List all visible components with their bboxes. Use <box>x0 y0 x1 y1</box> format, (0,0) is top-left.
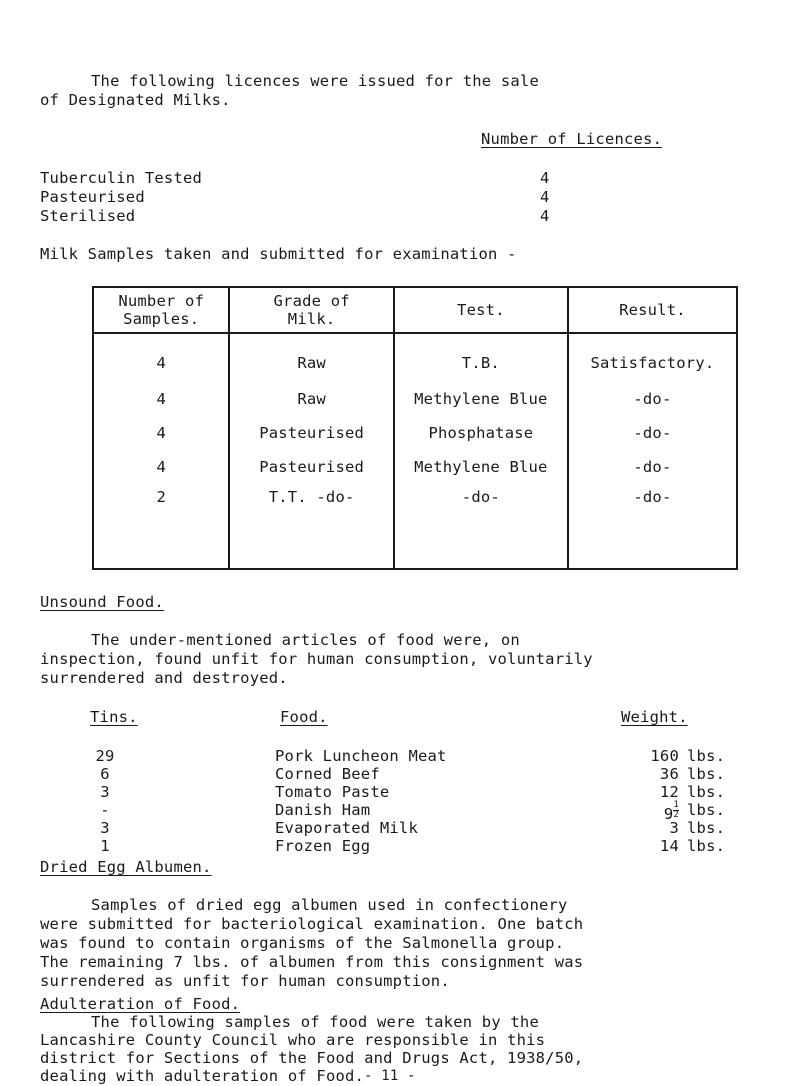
table-row <box>93 333 737 382</box>
table-row <box>93 382 737 416</box>
cell-grade: Pasteurised <box>229 416 393 450</box>
cell-grade: Raw <box>229 382 393 416</box>
header-grade-line-1: Grade of <box>273 292 350 310</box>
tins-value: 3 <box>100 819 110 837</box>
licence-label-sterilised: Sterilised <box>40 207 136 225</box>
milk-samples-table <box>92 286 738 570</box>
dried-egg-heading: Dried Egg Albumen. <box>40 858 212 876</box>
cell-test: Methylene Blue <box>394 450 568 484</box>
licence-count-pasteurised: 4 <box>540 188 550 206</box>
header-grade <box>229 287 393 333</box>
dried-egg-line-5: surrendered as unfit for human consumption. <box>40 972 450 990</box>
unsound-food-heading: Unsound Food. <box>40 593 164 611</box>
cell-result: -do- <box>568 416 737 450</box>
adulteration-line-4: dealing with adulteration of Food. <box>40 1067 365 1085</box>
table-row <box>93 484 737 569</box>
weight-unit: lbs. <box>687 837 726 855</box>
cell-test: T.B. <box>394 333 568 382</box>
header-tins: Tins. <box>90 708 138 726</box>
weight-fraction <box>673 801 679 820</box>
cell-test: -do- <box>394 484 568 569</box>
food-name: Evaporated Milk <box>275 819 418 837</box>
cell-result: -do- <box>568 484 737 569</box>
header-result: Result. <box>568 287 737 333</box>
header-test: Test. <box>394 287 568 333</box>
cell-result: -do- <box>568 450 737 484</box>
header-grade-line-2: Milk. <box>287 310 336 328</box>
licence-label-tuberculin: Tuberculin Tested <box>40 169 203 187</box>
food-name: Corned Beef <box>275 765 380 783</box>
cell-number: 4 <box>156 457 166 476</box>
tins-value: 3 <box>100 783 110 801</box>
weight-value: 160 <box>650 747 679 765</box>
cell-result: Satisfactory. <box>568 333 737 382</box>
dried-egg-line-4: The remaining 7 lbs. of albumen from this consignment was <box>40 953 584 971</box>
dried-egg-line-1: Samples of dried egg albumen used in confectionery <box>91 896 568 914</box>
header-number-line-2: Samples. <box>123 310 200 328</box>
cell-test: Methylene Blue <box>394 382 568 416</box>
weight-whole: 9 <box>663 805 674 823</box>
cell-test: Phosphatase <box>394 416 568 450</box>
weight-unit: lbs. <box>687 783 726 801</box>
header-number-line-1: Number of <box>118 292 205 310</box>
food-name: Danish Ham <box>275 801 371 819</box>
weight-value: 3 <box>669 819 679 837</box>
weight-unit: lbs. <box>687 801 726 819</box>
weight-value: 36 <box>659 765 679 783</box>
food-name: Tomato Paste <box>275 783 390 801</box>
cell-grade: Raw <box>229 333 393 382</box>
intro-line-2: of Designated Milks. <box>40 91 231 109</box>
cell-result: -do- <box>568 382 737 416</box>
dried-egg-line-2: were submitted for bacteriological examination. One batch <box>40 915 584 933</box>
food-name: Pork Luncheon Meat <box>275 747 447 765</box>
table-row <box>93 450 737 484</box>
weight-unit: lbs. <box>687 765 726 783</box>
cell-number: 4 <box>156 423 166 442</box>
tins-value: 29 <box>95 747 115 765</box>
page-number: - 11 - <box>364 1068 416 1084</box>
cell-number: 2 <box>156 487 166 506</box>
intro-line-1: The following licences were issued for the sale <box>91 72 539 90</box>
tins-value: - <box>100 801 110 819</box>
tins-value: 6 <box>100 765 110 783</box>
header-weight: Weight. <box>621 708 688 726</box>
table-header-row <box>93 287 737 333</box>
adulteration-line-2: Lancashire County Council who are responsible in this <box>40 1031 546 1049</box>
adulteration-line-3: district for Sections of the Food and Drugs Act, 1938/50, <box>40 1049 584 1067</box>
table-row <box>93 416 737 450</box>
samples-intro: Milk Samples taken and submitted for examination - <box>40 245 517 263</box>
cell-grade: T.T. -do- <box>229 484 393 569</box>
weight-value: 14 <box>659 837 679 855</box>
weight-unit: lbs. <box>687 747 726 765</box>
header-number <box>93 287 229 333</box>
weight-unit: lbs. <box>687 819 726 837</box>
dried-egg-line-3: was found to contain organisms of the Salmonella group. <box>40 934 565 952</box>
tins-value: 1 <box>100 837 110 855</box>
licence-count-tuberculin: 4 <box>540 169 550 187</box>
cell-number: 4 <box>156 389 166 408</box>
adulteration-heading: Adulteration of Food. <box>40 995 241 1013</box>
licence-count-sterilised: 4 <box>540 207 550 225</box>
unsound-para-line-1: The under-mentioned articles of food were, on <box>91 631 520 649</box>
header-food: Food. <box>280 708 328 726</box>
fraction-denominator: 2 <box>673 810 679 820</box>
unsound-para-line-3: surrendered and destroyed. <box>40 669 288 687</box>
weight-value: 12 <box>659 783 679 801</box>
unsound-para-line-2: inspection, found unfit for human consumption, voluntarily <box>40 650 593 668</box>
fraction-numerator: 1 <box>673 800 679 810</box>
licence-label-pasteurised: Pasteurised <box>40 188 145 206</box>
cell-grade: Pasteurised <box>229 450 393 484</box>
cell-number: 4 <box>156 353 166 372</box>
adulteration-line-1: The following samples of food were taken by the <box>91 1013 539 1031</box>
food-name: Frozen Egg <box>275 837 371 855</box>
licences-header: Number of Licences. <box>481 130 663 148</box>
